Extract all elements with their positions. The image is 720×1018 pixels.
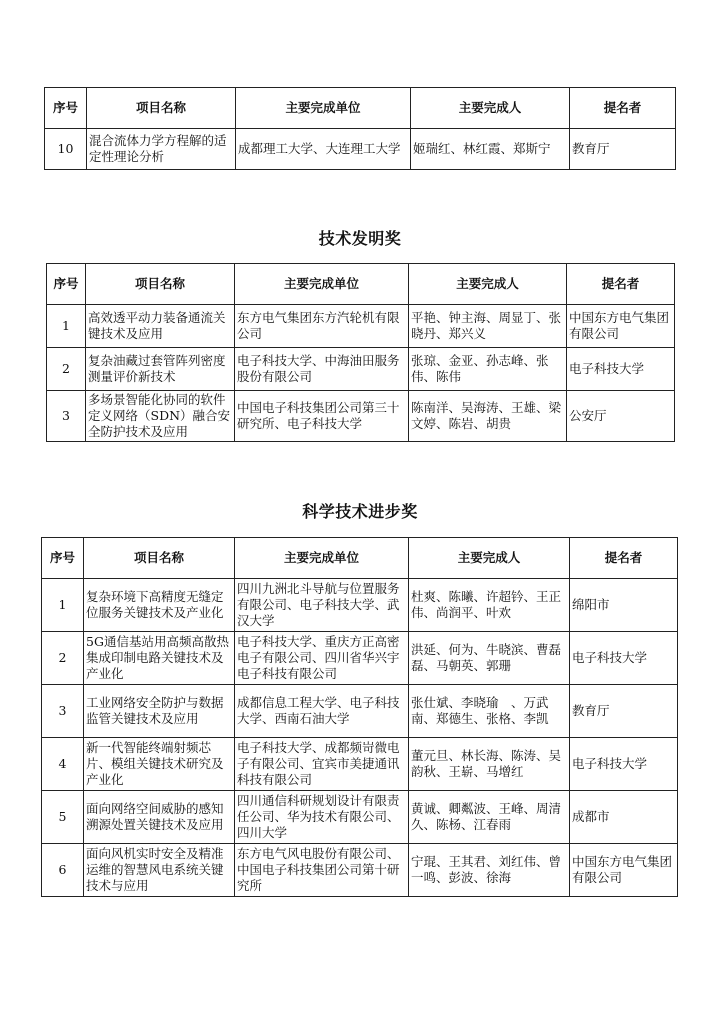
- cell-seq: 3: [47, 391, 86, 442]
- cell-nominator: 公安厅: [567, 391, 675, 442]
- cell-seq: 1: [47, 305, 86, 348]
- table-header-row: [45, 88, 676, 129]
- cell-nominator: 中国东方电气集团有限公司: [567, 305, 675, 348]
- cell-person: 陈南洋、吴海涛、王雄、梁文婷、陈岩、胡贵: [409, 391, 567, 442]
- award-table-continued: [44, 87, 676, 170]
- header-project: 项目名称: [84, 538, 235, 579]
- cell-person: 董元旦、林长海、陈涛、吴韵秋、王崭、马增红: [409, 738, 570, 791]
- cell-project: 工业网络安全防护与数据监管关键技术及应用: [84, 685, 235, 738]
- header-nominator: 提名者: [567, 264, 675, 305]
- table-row: [45, 129, 676, 170]
- cell-person: 姬瑞红、林红霞、郑斯宁: [411, 129, 570, 170]
- cell-unit: 电子科技大学、重庆方正高密电子有限公司、四川省华兴宇电子科技有限公司: [235, 632, 409, 685]
- cell-seq: 2: [42, 632, 84, 685]
- cell-nominator: 教育厅: [570, 685, 678, 738]
- section-title-invention: 技术发明奖: [318, 229, 402, 248]
- header-person: 主要完成人: [409, 264, 567, 305]
- cell-nominator: 电子科技大学: [570, 738, 678, 791]
- header-project: 项目名称: [87, 88, 236, 129]
- header-person: 主要完成人: [411, 88, 570, 129]
- table-row: [42, 685, 678, 738]
- header-seq: 序号: [42, 538, 84, 579]
- cell-project: 复杂环境下高精度无缝定位服务关键技术及产业化: [84, 579, 235, 632]
- table-row: [42, 579, 678, 632]
- cell-unit: 中国电子科技集团公司第三十研究所、电子科技大学: [235, 391, 409, 442]
- cell-unit: 四川通信科研规划设计有限责任公司、华为技术有限公司、四川大学: [235, 791, 409, 844]
- table-row: [42, 738, 678, 791]
- cell-unit: 电子科技大学、成都频岢微电子有限公司、宜宾市美捷通讯科技有限公司: [235, 738, 409, 791]
- cell-project: 复杂油藏过套管阵列密度测量评价新技术: [86, 348, 235, 391]
- header-nominator: 提名者: [570, 538, 678, 579]
- header-nominator: 提名者: [570, 88, 676, 129]
- cell-project: 面向网络空间威胁的感知溯源处置关键技术及应用: [84, 791, 235, 844]
- cell-project: 多场景智能化协同的软件定义网络（SDN）融合安全防护技术及应用: [86, 391, 235, 442]
- table-row: [47, 305, 675, 348]
- cell-nominator: 电子科技大学: [570, 632, 678, 685]
- award-table-progress: [41, 537, 678, 897]
- cell-unit: 四川九洲北斗导航与位置服务有限公司、电子科技大学、武汉大学: [235, 579, 409, 632]
- section-title-progress: 科学技术进步奖: [302, 502, 418, 521]
- cell-nominator: 成都市: [570, 791, 678, 844]
- table-header-row: [47, 264, 675, 305]
- cell-project: 高效透平动力装备通流关键技术及应用: [86, 305, 235, 348]
- cell-seq: 1: [42, 579, 84, 632]
- cell-unit: 东方电气风电股份有限公司、中国电子科技集团公司第十研究所: [235, 844, 409, 897]
- cell-unit: 成都理工大学、大连理工大学: [236, 129, 411, 170]
- table-row: [42, 632, 678, 685]
- cell-unit: 成都信息工程大学、电子科技大学、西南石油大学: [235, 685, 409, 738]
- cell-seq: 2: [47, 348, 86, 391]
- cell-project: 面向风机实时安全及精准运维的智慧风电系统关键技术与应用: [84, 844, 235, 897]
- table-header-row: [42, 538, 678, 579]
- cell-person: 张仕斌、李晓瑜 、万武南、郑德生、张格、李凯: [409, 685, 570, 738]
- cell-unit: 东方电气集团东方汽轮机有限公司: [235, 305, 409, 348]
- cell-nominator: 中国东方电气集团有限公司: [570, 844, 678, 897]
- header-seq: 序号: [45, 88, 87, 129]
- cell-person: 张琼、金亚、孙志峰、张伟、陈伟: [409, 348, 567, 391]
- table-row: [47, 348, 675, 391]
- cell-project: 5G通信基站用高频高散热集成印制电路关键技术及产业化: [84, 632, 235, 685]
- cell-person: 洪延、何为、牛晓滨、曹磊磊、马朝英、郭珊: [409, 632, 570, 685]
- cell-seq: 5: [42, 791, 84, 844]
- cell-unit: 电子科技大学、中海油田服务股份有限公司: [235, 348, 409, 391]
- table-row: [47, 391, 675, 442]
- cell-seq: 3: [42, 685, 84, 738]
- cell-person: 平艳、钟主海、周显丁、张晓丹、郑兴义: [409, 305, 567, 348]
- cell-project: 混合流体力学方程解的适定性理论分析: [87, 129, 236, 170]
- cell-nominator: 电子科技大学: [567, 348, 675, 391]
- header-unit: 主要完成单位: [236, 88, 411, 129]
- cell-person: 黄诚、卿粼波、王峰、周清久、陈杨、江春雨: [409, 791, 570, 844]
- header-unit: 主要完成单位: [235, 264, 409, 305]
- header-project: 项目名称: [86, 264, 235, 305]
- header-seq: 序号: [47, 264, 86, 305]
- table-row: [42, 791, 678, 844]
- cell-seq: 4: [42, 738, 84, 791]
- header-unit: 主要完成单位: [235, 538, 409, 579]
- cell-nominator: 教育厅: [570, 129, 676, 170]
- header-person: 主要完成人: [409, 538, 570, 579]
- cell-seq: 6: [42, 844, 84, 897]
- cell-project: 新一代智能终端射频芯片、模组关键技术研究及产业化: [84, 738, 235, 791]
- cell-person: 宁琨、王其君、刘红伟、曾一鸣、彭波、徐海: [409, 844, 570, 897]
- cell-person: 杜爽、陈曦、许超钤、王正伟、尚润平、叶欢: [409, 579, 570, 632]
- award-table-invention: [46, 263, 675, 442]
- cell-nominator: 绵阳市: [570, 579, 678, 632]
- cell-seq: 10: [45, 129, 87, 170]
- table-row: [42, 844, 678, 897]
